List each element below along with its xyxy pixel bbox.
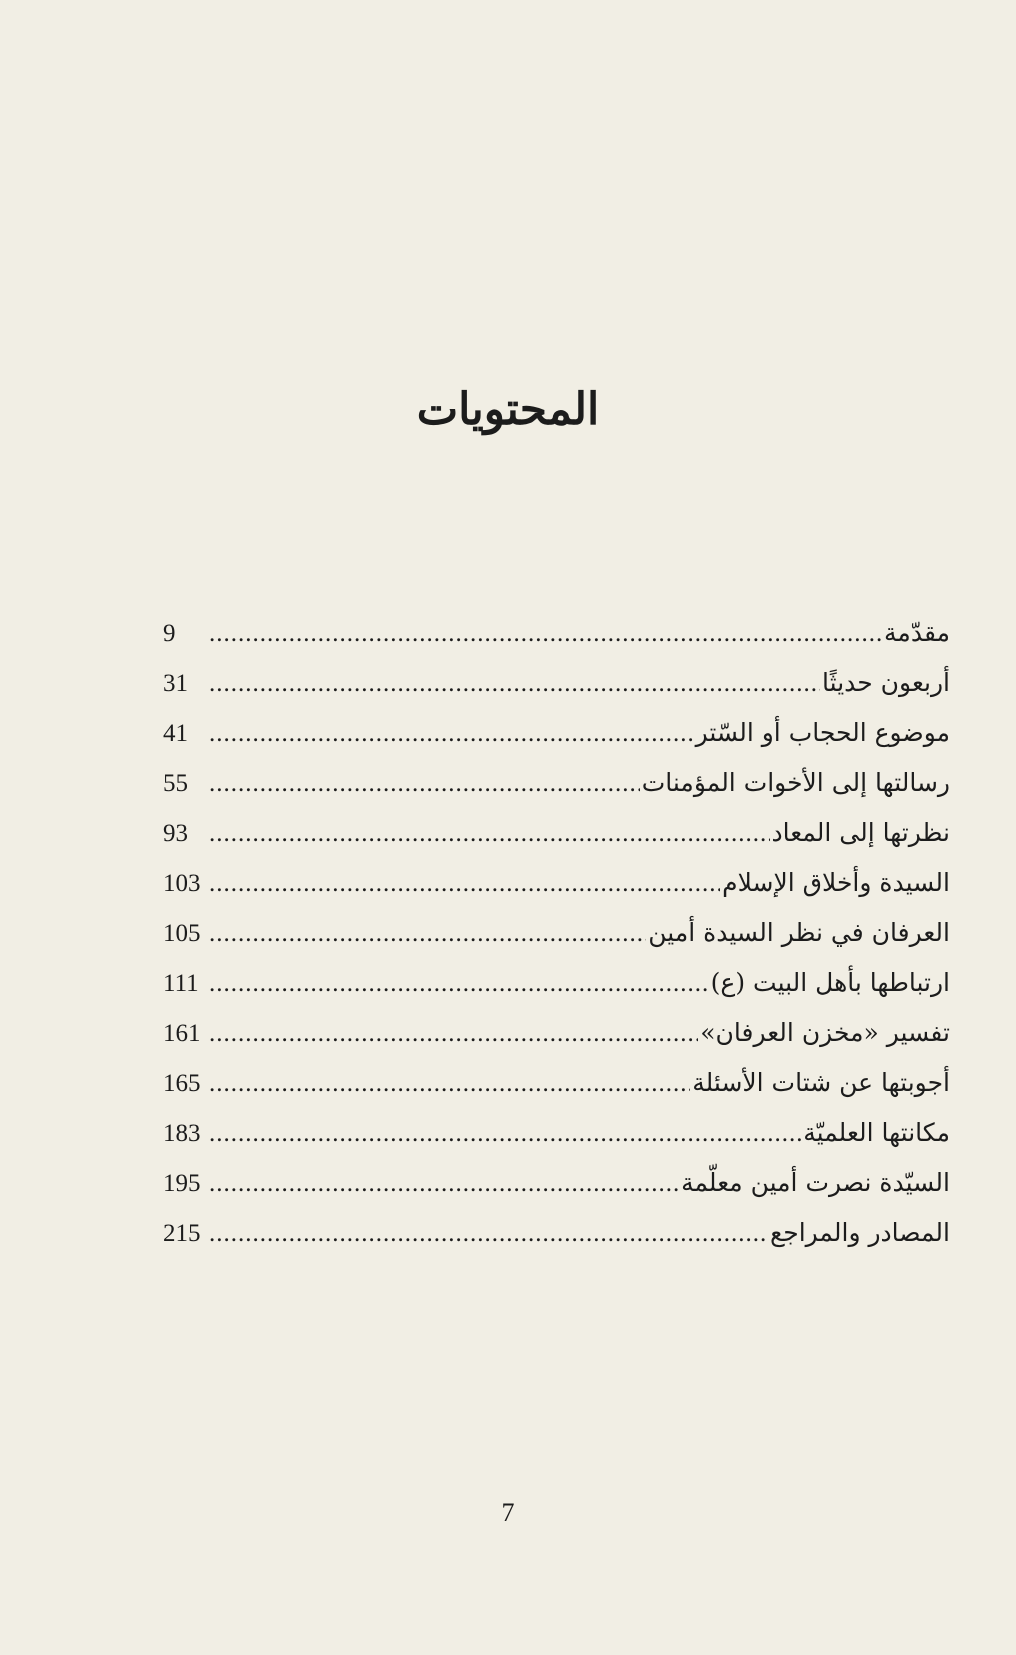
- toc-entry: [163, 1068, 950, 1118]
- table-of-contents: [163, 618, 950, 1268]
- toc-entry-title: مقدّمة: [884, 618, 950, 647]
- dot-leader: [209, 920, 646, 948]
- toc-entry: [163, 668, 950, 718]
- toc-entry-title: نظرتها إلى المعاد: [771, 818, 950, 847]
- dot-leader: [209, 620, 882, 648]
- toc-entry-title: رسالتها إلى الأخوات المؤمنات: [641, 768, 950, 797]
- toc-entry-title: ارتباطها بأهل البيت (ع): [710, 968, 950, 997]
- dot-leader: [209, 670, 820, 698]
- toc-entry-title: المصادر والمراجع: [769, 1218, 950, 1247]
- dot-leader: [209, 720, 694, 748]
- page-title: المحتويات: [416, 384, 600, 435]
- toc-entry: [163, 968, 950, 1018]
- toc-entry: [163, 768, 950, 818]
- toc-entry: [163, 618, 950, 668]
- dot-leader: [209, 770, 640, 798]
- toc-entry: [163, 1168, 950, 1218]
- toc-entry-title: تفسير «مخزن العرفان»: [700, 1018, 950, 1047]
- toc-entry-page: 215: [163, 1220, 201, 1247]
- toc-entry-page: 93: [163, 820, 188, 847]
- toc-entry-page: 111: [163, 970, 199, 997]
- toc-entry-page: 105: [163, 920, 201, 947]
- toc-entry-page: 103: [163, 870, 201, 897]
- toc-entry: [163, 818, 950, 868]
- toc-entry-page: 41: [163, 720, 188, 747]
- toc-entry-title: مكانتها العلميّة: [803, 1118, 950, 1147]
- toc-entry: [163, 1118, 950, 1168]
- toc-entry: [163, 1218, 950, 1268]
- toc-entry-page: 9: [163, 620, 176, 647]
- dot-leader: [209, 1020, 698, 1048]
- toc-entry-page: 195: [163, 1170, 201, 1197]
- toc-entry-page: 31: [163, 670, 188, 697]
- dot-leader: [209, 1070, 690, 1098]
- toc-entry: [163, 918, 950, 968]
- toc-entry-page: 183: [163, 1120, 201, 1147]
- dot-leader: [209, 1220, 768, 1248]
- dot-leader: [209, 970, 709, 998]
- toc-entry-page: 55: [163, 770, 188, 797]
- toc-entry: [163, 1018, 950, 1068]
- toc-entry-title: موضوع الحجاب أو السّتر: [695, 718, 950, 747]
- toc-entry-page: 165: [163, 1070, 201, 1097]
- dot-leader: [209, 1170, 679, 1198]
- toc-entry-title: السيدة وأخلاق الإسلام: [722, 868, 950, 897]
- toc-entry-title: السيّدة نصرت أمين معلّمة: [681, 1168, 950, 1197]
- toc-entry-title: أربعون حديثًا: [822, 668, 950, 697]
- dot-leader: [209, 1120, 801, 1148]
- toc-entry-page: 161: [163, 1020, 201, 1047]
- toc-entry: [163, 868, 950, 918]
- dot-leader: [209, 820, 770, 848]
- dot-leader: [209, 870, 720, 898]
- toc-entry-title: العرفان في نظر السيدة أمين: [648, 918, 950, 947]
- toc-entry-title: أجوبتها عن شتات الأسئلة: [692, 1068, 950, 1097]
- page-number: 7: [501, 1498, 515, 1527]
- toc-entry: [163, 718, 950, 768]
